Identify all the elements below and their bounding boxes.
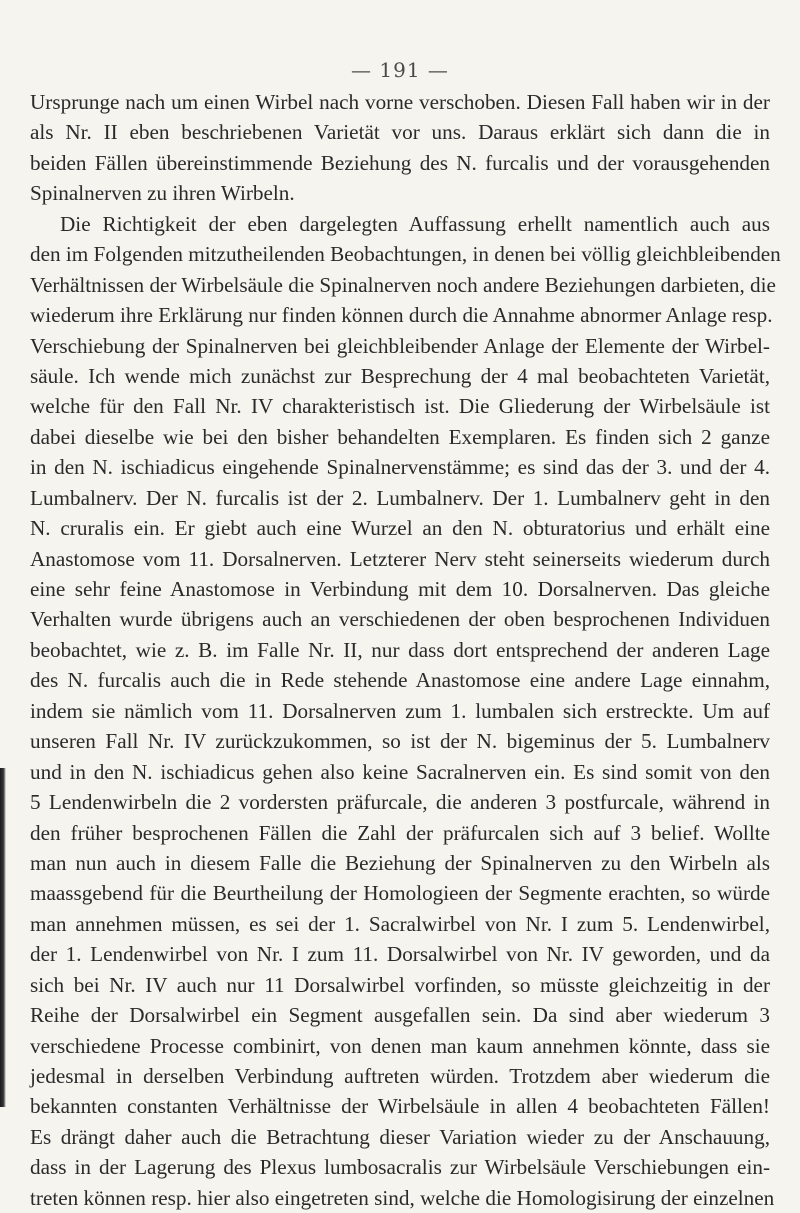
text-line: maassgebend für die Beurtheilung der Homologieen der Segmente erachten, so würde: [30, 881, 770, 906]
text-line: Lumbalnerv. Der N. furcalis ist der 2. Lumbalnerv. Der 1. Lumbalnerv geht in den: [30, 485, 770, 510]
text-line: und in den N. ischiadicus gehen also keine Sacralnerven ein. Es sind somit von den: [30, 759, 770, 784]
text-line: Reihe der Dorsalwirbel ein Segment ausgefallen sein. Da sind aber wiederum 3: [30, 1003, 770, 1028]
text-line: treten können resp. hier also eingetreten sind, welche die Homologisirung der einzelnen: [30, 1185, 775, 1210]
text-line: säule. Ich wende mich zunächst zur Besprechung der 4 mal beobachteten Varietät,: [30, 363, 770, 388]
text-line: Es drängt daher auch die Betrachtung dieser Variation wieder zu der Anschauung,: [30, 1124, 770, 1149]
text-line: dabei dieselbe wie bei den bisher behandelten Exemplaren. Es finden sich 2 ganze: [30, 424, 770, 449]
text-line: den im Folgenden mitzutheilenden Beobachtungen, in denen bei völlig gleichbleibenden: [30, 242, 781, 267]
text-line: verschiedene Processe combinirt, von denen man kaum annehmen könnte, dass sie: [30, 1033, 770, 1058]
text-line: beobachtet, wie z. B. im Falle Nr. II, nur dass dort entsprechend der anderen Lage: [30, 637, 770, 662]
text-line: in den N. ischiadicus eingehende Spinalnervenstämme; es sind das der 3. und der 4.: [30, 455, 770, 480]
text-line: man nun auch in diesem Falle die Beziehung der Spinalnerven zu den Wirbeln als: [30, 850, 770, 875]
text-line: jedesmal in derselben Verbindung auftreten würden. Trotzdem aber wiederum die: [30, 1064, 770, 1088]
text-line: sich bei Nr. IV auch nur 11 Dorsalwirbel vorfinden, so müsste gleichzeitig in der: [30, 972, 770, 997]
text-line: den früher besprochenen Fällen die Zahl der präfurcalen sich auf 3 belief. Wollte: [30, 820, 770, 845]
text-line: dass in der Lagerung des Plexus lumbosacralis zur Wirbelsäule Verschiebungen ein-: [30, 1155, 770, 1180]
text-line: des N. furcalis auch die in Rede stehende Anastomose eine andere Lage einnahm,: [30, 668, 770, 693]
text-line: Verhältnissen der Wirbelsäule die Spinalnerven noch andere Beziehungen darbieten, die: [30, 272, 776, 297]
page-number: — 191 —: [351, 58, 449, 82]
text-line: der 1. Lendenwirbel von Nr. I zum 11. Dorsalwirbel von Nr. IV geworden, und da: [30, 942, 770, 967]
text-line: als Nr. II eben beschriebenen Varietät vor uns. Daraus erklärt sich dann die in: [30, 120, 770, 145]
text-line: Die Richtigkeit der eben dargelegten Auffassung erhellt namentlich auch aus: [60, 211, 770, 236]
text-line: Verschiebung der Spinalnerven bei gleichbleibender Anlage der Elemente der Wirbel-: [30, 333, 770, 358]
text-line: 5 Lendenwirbeln die 2 vordersten präfurcale, die anderen 3 postfurcale, während in: [30, 790, 770, 815]
text-line: wiederum ihre Erklärung nur finden können durch die Annahme abnormer Anlage resp.: [30, 303, 773, 328]
text-line: beiden Fällen übereinstimmende Beziehung des N. furcalis und der vorausgehenden: [30, 150, 770, 175]
text-line: N. cruralis ein. Er giebt auch eine Wurzel an den N. obturatorius und erhält eine: [30, 516, 770, 541]
body-text: [30, 87, 781, 1213]
binding-edge-shadow: [0, 768, 6, 1107]
text-line: welche für den Fall Nr. IV charakteristisch ist. Die Gliederung der Wirbelsäule ist: [30, 394, 770, 419]
text-line: unseren Fall Nr. IV zurückzukommen, so ist der N. bigeminus der 5. Lumbalnerv: [30, 729, 770, 754]
text-line: man annehmen müssen, es sei der 1. Sacralwirbel von Nr. I zum 5. Lendenwirbel,: [30, 911, 770, 936]
text-line: Ursprunge nach um einen Wirbel nach vorne verschoben. Diesen Fall haben wir in der: [30, 90, 770, 114]
text-line: Spinalnerven zu ihren Wirbeln.: [30, 181, 295, 206]
text-line: indem sie nämlich vom 11. Dorsalnerven zum 1. lumbalen sich erstreckte. Um auf: [30, 698, 770, 723]
text-line: Anastomose vom 11. Dorsalnerven. Letzterer Nerv steht seinerseits wiederum durch: [30, 546, 770, 571]
text-line: Verhalten wurde übrigens auch an verschiedenen der oben besprochenen Individuen: [30, 607, 770, 632]
text-line: eine sehr feine Anastomose in Verbindung mit dem 10. Dorsalnerven. Das gleiche: [30, 577, 770, 601]
text-line: bekannten constanten Verhältnisse der Wirbelsäule in allen 4 beobachteten Fällen!: [30, 1094, 770, 1119]
